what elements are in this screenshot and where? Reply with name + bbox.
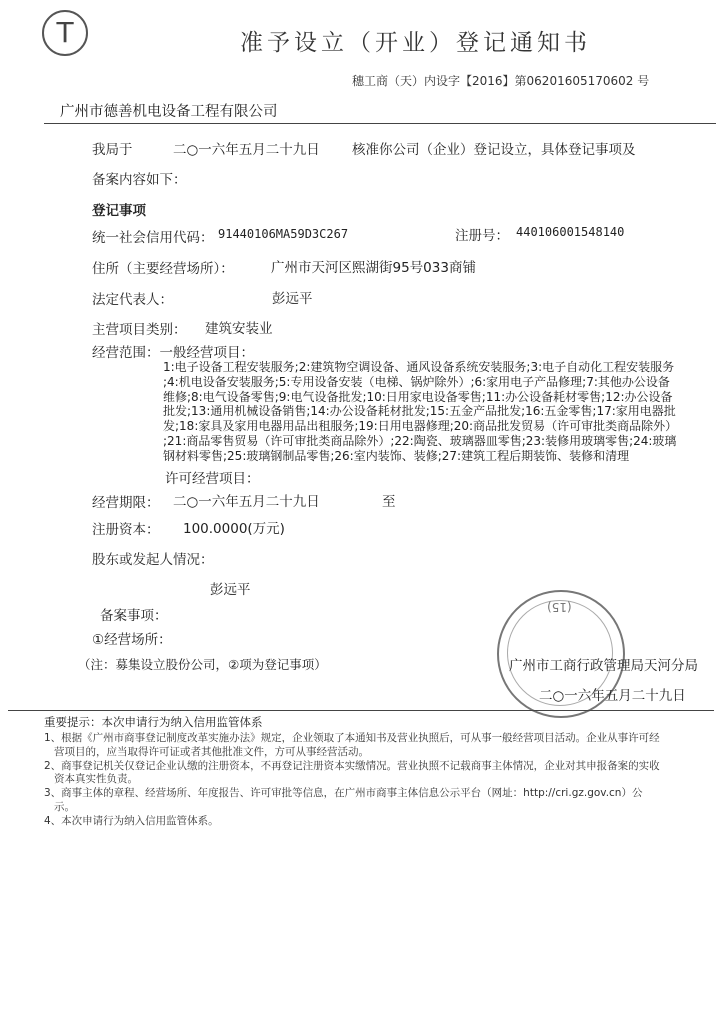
intro-line1-suffix: 核准你公司（企业）登记设立，具体登记事项及	[352, 142, 636, 158]
filing-item-1: ①经营场所：	[92, 632, 172, 648]
issuing-authority: 广州市工商行政管理局天河分局	[509, 658, 698, 674]
notice-line: 4、本次申请行为纳入信用监管体系。	[44, 814, 219, 827]
scope-line: 批发;13:通用机械设备销售;14:办公设备耗材批发;15:五金产品批发;16:五金零售;17:家用电器批	[163, 404, 676, 419]
notice-line: 示。	[54, 800, 75, 813]
shareholders-label: 股东或发起人情况：	[92, 552, 214, 568]
scope-line: 1:电子设备工程安装服务;2:建筑物空调设备、通风设备系统安装服务;3:电子自动化工程安装服务	[163, 360, 675, 374]
main-category-label: 主营项目类别：	[92, 322, 187, 338]
approval-date: 二○一六年五月二十九日	[173, 142, 320, 158]
scope-line: 钢材料零售;25:玻璃钢制品零售;26:室内装饰、装修;27:建筑工程后期装饰、装修和清理	[163, 448, 630, 463]
term-label: 经营期限：	[92, 495, 160, 511]
reg-no-value: 440106001548140	[516, 225, 625, 239]
credit-code-value: 91440106MA59D3C267	[218, 227, 349, 241]
notice-line: 2、商事登记机关仅登记企业认缴的注册资本，不再登记注册资本实缴情况。营业执照不记载商事主体情况，企业对其申报备案的实收	[44, 759, 660, 772]
document-title: 准予设立（开业）登记通知书	[240, 30, 591, 56]
intro-line2: 备案内容如下：	[92, 172, 187, 188]
notice-line: 营项目的，应当取得许可证或者其他批准文件，方可从事经营活动。	[54, 745, 369, 758]
scope-line: 维修;8:电气设备零售;9:电气设备批发;10:日用家电设备零售;11:办公设备耗材零售;12:办公设备	[163, 389, 673, 404]
capital-value: 100.0000(万元)	[183, 521, 285, 537]
notice-list	[44, 732, 704, 829]
scope-line: ;21:商品零售贸易（许可审批类商品除外）;22:陶瓷、玻璃器皿零售;23:装修用玻璃零售;24:玻璃	[163, 433, 677, 448]
main-category-value: 建筑安装业	[205, 321, 273, 337]
capital-label: 注册资本：	[92, 522, 160, 538]
business-scope	[163, 360, 703, 464]
term-start: 二○一六年五月二十九日	[173, 494, 320, 510]
t-circle-icon: T	[42, 10, 88, 56]
intro-prefix: 我局于	[92, 142, 133, 158]
notice-heading: 重要提示：本次申请行为纳入信用监管体系	[44, 715, 263, 729]
shareholder-value: 彭远平	[210, 582, 251, 598]
term-to: 至	[382, 494, 396, 510]
footnote: （注：募集设立股份公司，②项为登记事项）	[78, 657, 327, 672]
notice-line: 3、商事主体的章程、经营场所、年度报告、许可审批等信息，在广州市商事主体信息公示平台（网址：http://cri.gz.gov.cn）公	[44, 787, 643, 800]
licensed-items-label: 许可经营项目：	[165, 471, 260, 487]
header-divider	[44, 123, 716, 124]
reg-no-label: 注册号：	[455, 228, 509, 244]
credit-code-label: 统一社会信用代码：	[92, 230, 214, 246]
scope-line: 发;18:家具及家用电器用品出租服务;19:日用电器修理;20:商品批发贸易（许可审批类商品除外）	[163, 419, 678, 434]
company-name: 广州市德善机电设备工程有限公司	[60, 104, 278, 120]
address-value: 广州市天河区熙湖街95号033商铺	[271, 260, 476, 276]
issue-date: 二○一六年五月二十九日	[539, 688, 686, 704]
document-number: 穗工商（天）内设字【2016】第06201605170602 号	[352, 74, 650, 88]
notice-line: 1、根据《广州市商事登记制度改革实施办法》规定，企业领取了本通知书及营业执照后，可从事一般经营项目活动。企业从事许可经	[44, 732, 660, 744]
address-label: 住所（主要经营场所）：	[92, 261, 234, 277]
seal-number: (15)	[547, 600, 572, 614]
scope-label: 经营范围：一般经营项目：	[92, 345, 254, 361]
legal-rep-label: 法定代表人：	[92, 292, 173, 308]
filing-label: 备案事项：	[100, 608, 168, 624]
notice-line: 资本真实性负责。	[54, 773, 138, 786]
scope-line: ;4:机电设备安装服务;5:专用设备安装（电梯、锅炉除外）;6:家用电子产品修理;7:其他办公设备	[163, 374, 670, 389]
legal-rep-value: 彭远平	[272, 291, 313, 307]
registration-section-title: 登记事项	[92, 203, 146, 219]
notice-divider	[8, 710, 714, 711]
